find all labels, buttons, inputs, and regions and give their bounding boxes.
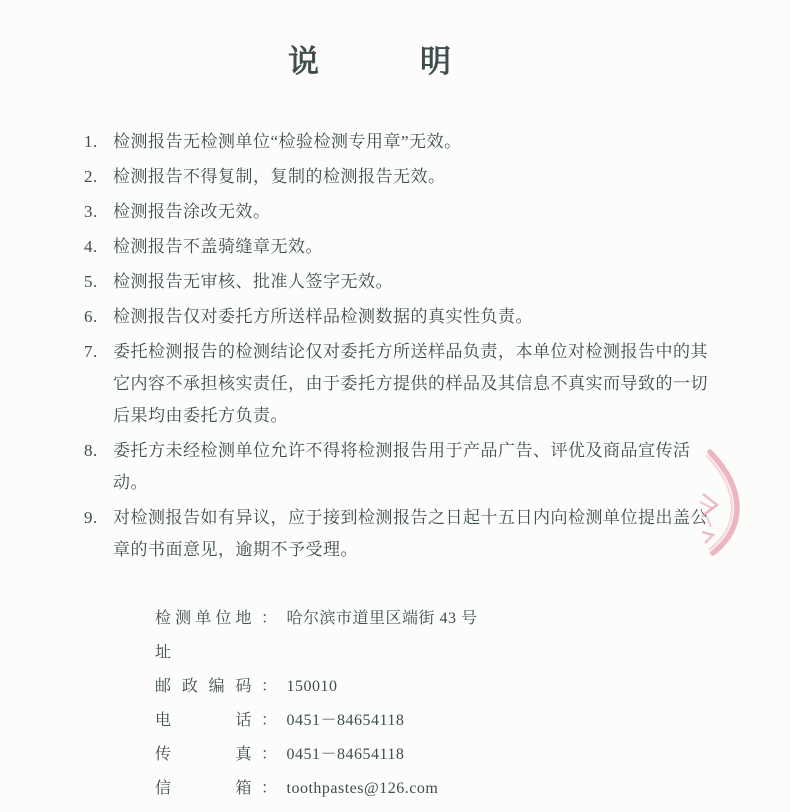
note-text: 检测报告无审核、批准人签字无效。: [113, 272, 393, 291]
contact-colon: ：: [261, 712, 278, 729]
note-number: 9.: [84, 508, 98, 527]
note-text: 检测报告涂改无效。: [113, 202, 271, 221]
contact-value: 0451－84654118: [286, 712, 405, 729]
contact-row: [155, 772, 478, 806]
note-item: [84, 435, 724, 499]
contact-label: 电话: [155, 712, 252, 729]
note-number: 1.: [84, 132, 98, 151]
note-item: [84, 196, 724, 228]
note-text: 检测报告仅对委托方所送样品检测数据的真实性负责。: [113, 307, 533, 326]
contact-colon: ：: [261, 746, 278, 763]
note-item: [84, 502, 724, 566]
contact-row: [155, 704, 478, 738]
contact-block: [155, 602, 478, 806]
contact-value: toothpastes@126.com: [286, 780, 439, 797]
note-number: 8.: [84, 441, 98, 460]
contact-colon: ：: [261, 678, 278, 695]
note-number: 3.: [84, 202, 98, 221]
contact-value: 0451－84654118: [286, 746, 405, 763]
note-item: [84, 336, 724, 432]
contact-label: 传真: [155, 746, 252, 763]
contact-row: [155, 602, 478, 670]
notes-list: [84, 126, 724, 569]
note-text: 检测报告不盖骑缝章无效。: [113, 237, 323, 256]
note-text: 对检测报告如有异议，应于接到检测报告之日起十五日内向检测单位提出盖公章的书面意见，逾期不予受理。: [113, 508, 708, 559]
note-item: [84, 231, 724, 263]
note-item: [84, 126, 724, 158]
note-number: 4.: [84, 237, 98, 256]
contact-label: 信箱: [155, 780, 252, 797]
note-item: [84, 161, 724, 193]
contact-row: [155, 670, 478, 704]
note-number: 5.: [84, 272, 98, 291]
contact-row: [155, 738, 478, 772]
contact-colon: ：: [261, 610, 278, 627]
contact-label: 邮政编码: [155, 678, 252, 695]
note-text: 委托检测报告的检测结论仅对委托方所送样品负责，本单位对检测报告中的其它内容不承担核实责任，由于委托方提供的样品及其信息不真实而导致的一切后果均由委托方负责。: [113, 342, 708, 425]
note-text: 检测报告无检测单位“检验检测专用章”无效。: [113, 132, 462, 151]
page-title: 说 明: [288, 44, 453, 79]
contact-value: 哈尔滨市道里区端街 43 号: [286, 610, 478, 627]
note-number: 7.: [84, 342, 98, 361]
note-text: 检测报告不得复制，复制的检测报告无效。: [113, 167, 446, 186]
note-text: 委托方未经检测单位允许不得将检测报告用于产品广告、评优及商品宣传活动。: [113, 441, 691, 492]
note-number: 2.: [84, 167, 98, 186]
contact-label: 检测单位地址: [155, 610, 252, 661]
note-item: [84, 266, 724, 298]
contact-value: 150010: [286, 678, 338, 695]
note-item: [84, 301, 724, 333]
contact-colon: ：: [261, 780, 278, 797]
note-number: 6.: [84, 307, 98, 326]
